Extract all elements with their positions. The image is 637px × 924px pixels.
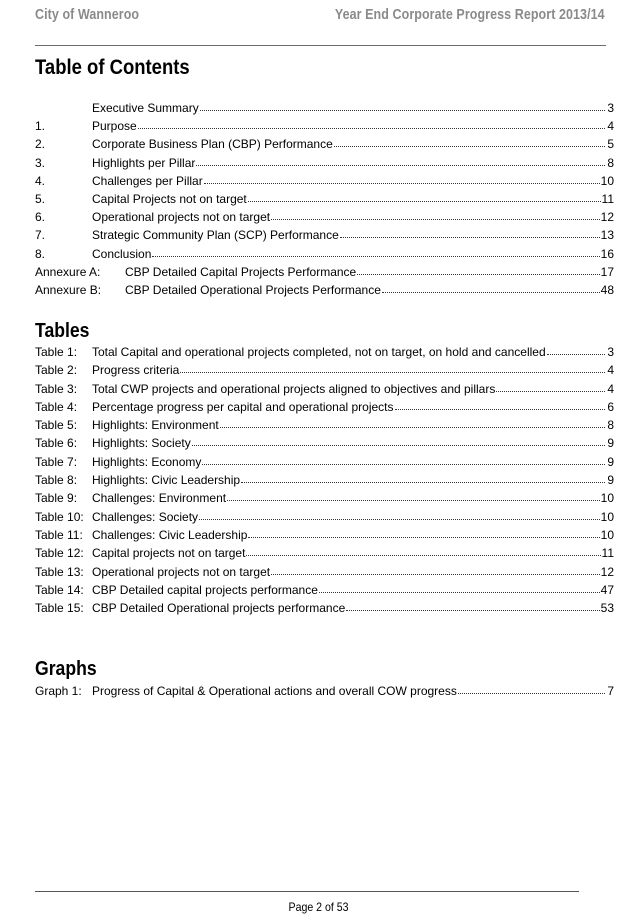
entry-number: Table 3: — [35, 381, 78, 396]
entry-number: 2. — [35, 137, 46, 152]
toc-entry[interactable] — [35, 117, 614, 135]
entry-title: Corporate Business Plan (CBP) Performance — [92, 137, 333, 152]
footer-divider — [35, 891, 579, 892]
table-entry[interactable] — [35, 416, 614, 434]
table-entry[interactable] — [35, 544, 614, 562]
entry-number: Table 14: — [35, 582, 84, 597]
dot-leader — [395, 399, 605, 411]
entry-number: Annexure B: — [35, 282, 102, 297]
entry-title: Highlights per Pillar — [92, 155, 196, 170]
entry-number: Table 15: — [35, 601, 84, 616]
entry-title: Capital projects not on target — [92, 546, 246, 561]
dot-leader — [200, 100, 605, 112]
entry-page-number: 10 — [600, 509, 614, 524]
entry-page-number: 53 — [600, 601, 614, 616]
entry-number: Table 8: — [35, 473, 78, 488]
toc-entry[interactable] — [35, 172, 614, 190]
table-entry[interactable] — [35, 343, 614, 361]
entry-title: CBP Detailed Capital Projects Performance — [125, 264, 357, 279]
entry-number: Table 9: — [35, 491, 78, 506]
entry-page-number: 4 — [607, 119, 614, 134]
dot-leader — [547, 344, 605, 356]
dot-leader — [382, 282, 600, 294]
dot-leader — [227, 490, 600, 502]
entry-page-number: 9 — [607, 436, 614, 451]
page-number: Page 2 of 53 — [288, 900, 349, 914]
toc-entry[interactable] — [35, 99, 614, 117]
table-entry[interactable] — [35, 563, 614, 581]
dot-leader — [192, 435, 605, 447]
entry-number: Table 7: — [35, 454, 78, 469]
table-entry[interactable] — [35, 453, 614, 471]
entry-title: Total CWP projects and operational projects aligned to objectives and pillars — [92, 381, 496, 396]
entry-page-number: 7 — [607, 684, 614, 698]
entry-page-number: 11 — [601, 191, 614, 206]
dot-leader — [248, 527, 599, 539]
entry-number: Table 5: — [35, 418, 78, 433]
entry-page-number: 13 — [600, 228, 614, 243]
entry-page-number: 12 — [600, 210, 614, 225]
entry-title: Operational projects not on target — [92, 564, 271, 579]
entry-title: Challenges: Society — [92, 509, 199, 524]
entry-page-number: 47 — [600, 582, 614, 597]
entry-page-number: 8 — [607, 155, 614, 170]
toc-entry[interactable] — [35, 135, 614, 153]
dot-leader — [152, 246, 599, 258]
dot-leader — [246, 545, 600, 557]
entry-title: Purpose — [92, 119, 137, 134]
entry-title: Highlights: Environment — [92, 418, 219, 433]
entry-page-number: 10 — [600, 491, 614, 506]
dot-leader — [334, 136, 605, 148]
table-entry[interactable] — [35, 599, 614, 617]
dot-leader — [248, 191, 601, 203]
dot-leader — [271, 564, 600, 576]
table-entry[interactable] — [35, 434, 614, 452]
entry-number: 1. — [35, 119, 46, 134]
dot-leader — [204, 173, 600, 185]
dot-leader — [319, 582, 600, 594]
entry-number: Table 4: — [35, 399, 78, 414]
graphs-heading: Graphs — [35, 658, 97, 680]
entry-title: CBP Detailed Operational projects performance — [92, 601, 346, 616]
entry-title: Challenges per Pillar — [92, 173, 203, 188]
entry-title: Challenges: Civic Leadership — [92, 527, 248, 542]
entry-title: Progress of Capital & Operational actions and overall COW progress — [92, 684, 457, 698]
entry-page-number: 4 — [607, 381, 614, 396]
table-entry[interactable] — [35, 361, 614, 379]
dot-leader — [202, 454, 605, 466]
entry-number: Table 13: — [35, 564, 84, 579]
entry-number: 8. — [35, 246, 46, 261]
entry-number: 5. — [35, 191, 46, 206]
entry-page-number: 17 — [600, 264, 614, 279]
entry-page-number: 4 — [607, 363, 614, 378]
table-entry[interactable] — [35, 526, 614, 544]
toc-entry[interactable] — [35, 226, 614, 244]
dot-leader — [220, 417, 605, 429]
dot-leader — [340, 227, 600, 239]
dot-leader — [241, 472, 605, 484]
dot-leader — [357, 264, 599, 276]
dot-leader — [199, 509, 600, 521]
report-title: Year End Corporate Progress Report 2013/14 — [335, 7, 605, 23]
toc-entry[interactable] — [35, 190, 614, 208]
entry-number: 7. — [35, 228, 46, 243]
entry-title: Progress criteria — [92, 363, 180, 378]
entry-number: Table 11: — [35, 527, 83, 542]
entry-page-number: 10 — [600, 527, 614, 542]
entry-number: Table 2: — [35, 363, 78, 378]
entry-title: Total Capital and operational projects completed, not on target, on hold and cancelled — [92, 345, 546, 359]
dot-leader — [271, 209, 600, 221]
toc-entry[interactable] — [35, 263, 614, 281]
entry-page-number: 10 — [600, 173, 614, 188]
toc-entry[interactable] — [35, 154, 614, 172]
entry-number: Table 6: — [35, 436, 78, 451]
tables-heading: Tables — [35, 320, 90, 342]
entry-title: Highlights: Society — [92, 436, 191, 451]
dot-leader — [458, 683, 605, 695]
entry-page-number: 9 — [607, 454, 614, 469]
entry-title: Operational projects not on target — [92, 210, 271, 225]
toc-entry[interactable] — [35, 245, 614, 263]
table-entry[interactable] — [35, 489, 614, 507]
entry-number: Graph 1: — [35, 684, 82, 698]
tables-list — [35, 343, 614, 617]
dot-leader — [346, 600, 599, 612]
entry-page-number: 8 — [607, 418, 614, 433]
dot-leader — [496, 381, 605, 393]
entry-title: Challenges: Environment — [92, 491, 227, 506]
toc-list — [35, 99, 614, 299]
organization-name: City of Wanneroo — [35, 7, 140, 23]
entry-page-number: 6 — [607, 399, 614, 414]
entry-number: Table 1: — [35, 345, 78, 359]
entry-number: Annexure A: — [35, 264, 101, 279]
table-entry[interactable] — [35, 508, 614, 526]
entry-title: Highlights: Civic Leadership — [92, 473, 241, 488]
entry-title: Conclusion — [92, 246, 152, 261]
table-entry[interactable] — [35, 581, 614, 599]
entry-title: Strategic Community Plan (SCP) Performance — [92, 228, 339, 243]
dot-leader — [196, 155, 605, 167]
entry-page-number: 3 — [607, 345, 614, 359]
table-entry[interactable] — [35, 380, 614, 398]
entry-number: Table 10: — [35, 509, 84, 524]
entry-page-number: 48 — [600, 282, 614, 297]
toc-heading: Table of Contents — [35, 56, 190, 79]
toc-entry[interactable] — [35, 208, 614, 226]
entry-title: Percentage progress per capital and operational projects — [92, 399, 394, 414]
entry-page-number: 9 — [607, 473, 614, 488]
entry-page-number: 3 — [607, 101, 614, 115]
entry-number: 3. — [35, 155, 46, 170]
entry-title: Capital Projects not on target — [92, 191, 247, 206]
entry-page-number: 5 — [607, 137, 614, 152]
graph-entry[interactable] — [35, 682, 614, 700]
entry-page-number: 16 — [600, 246, 614, 261]
entry-title: CBP Detailed capital projects performance — [92, 582, 318, 597]
table-entry[interactable] — [35, 398, 614, 416]
entry-title: CBP Detailed Operational Projects Performance — [125, 282, 381, 297]
dot-leader — [180, 362, 605, 374]
entry-number: 6. — [35, 210, 46, 225]
entry-title: Executive Summary — [92, 101, 199, 115]
entry-page-number: 12 — [600, 564, 614, 579]
entry-number: Table 12: — [35, 546, 84, 561]
table-entry[interactable] — [35, 471, 614, 489]
entry-title: Highlights: Economy — [92, 454, 202, 469]
dot-leader — [138, 118, 605, 130]
entry-page-number: 11 — [601, 546, 614, 561]
entry-number: 4. — [35, 173, 46, 188]
toc-entry[interactable] — [35, 281, 614, 299]
header-divider — [35, 45, 606, 46]
page-header — [35, 7, 605, 29]
graphs-list — [35, 682, 614, 700]
